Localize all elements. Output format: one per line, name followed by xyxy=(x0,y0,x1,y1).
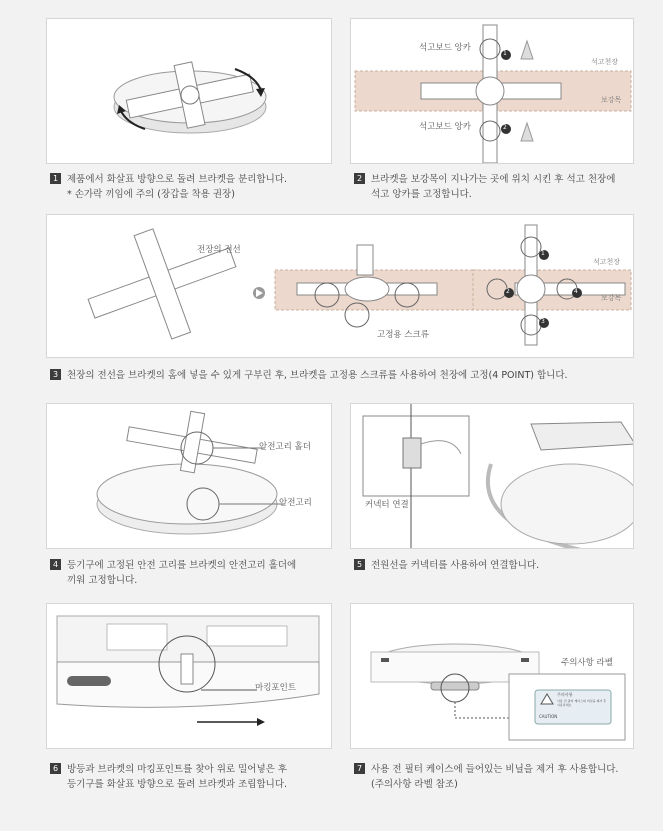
badge-3-2: 2 xyxy=(506,288,510,295)
step6-caption xyxy=(50,762,340,792)
step2-text: 브라켓을 보강목이 지나가는 곳에 위치 시킨 후 석고 천장에 xyxy=(371,174,616,185)
wood-label-3: 보강목 xyxy=(601,294,622,302)
step4-text-2: 끼워 고정합니다. xyxy=(67,575,138,586)
step5-caption xyxy=(354,558,644,573)
step4-illustration xyxy=(46,403,332,549)
wood-label: 보강목 xyxy=(601,96,622,104)
step6-text: 방등과 브라켓의 마킹포인트를 찾아 위로 밀어넣은 후 xyxy=(67,764,288,775)
screw-label: 고정용 스크류 xyxy=(377,330,429,340)
marking-label: 마킹포인트 xyxy=(255,683,297,693)
step3-illustration xyxy=(46,214,634,358)
ring-label: 안전고리 xyxy=(279,498,312,508)
sticker-title: 주의사항 xyxy=(557,692,573,697)
step7-illustration xyxy=(350,603,634,749)
step1-text: 제품에서 화살표 방향으로 돌려 브라켓을 분리합니다. xyxy=(67,174,288,185)
sticker-body: 사용 전 필터 케이스의 비닐을 제거 후 사용하세요 xyxy=(557,699,607,707)
step3-caption xyxy=(50,368,640,383)
ceiling-label-3: 석고천장 xyxy=(593,258,621,266)
holder-label: 안전고리 홀더 xyxy=(259,442,311,452)
badge-1: 1 xyxy=(503,50,507,57)
step6-illustration xyxy=(46,603,332,749)
badge-3-4: 4 xyxy=(574,288,578,295)
sticker-warn: CAUTION xyxy=(539,714,558,719)
step1-caption xyxy=(50,172,340,202)
step5-number: 5 xyxy=(354,559,365,570)
step4-number: 4 xyxy=(50,559,61,570)
step7-text: 사용 전 필터 케이스에 들어있는 비닐을 제거 후 사용합니다. xyxy=(371,764,619,775)
step2-text-2: 석고 앙카를 고정합니다. xyxy=(371,189,472,200)
connector-drawing xyxy=(351,404,634,549)
step7-caption xyxy=(354,762,644,792)
step7-number: 7 xyxy=(354,763,365,774)
step2-caption xyxy=(354,172,644,202)
step4-caption xyxy=(50,558,340,588)
badge-3-1: 1 xyxy=(541,250,545,257)
step1-note: * 손가락 끼임에 주의 (장갑을 착용 권장) xyxy=(67,189,235,200)
connector-label: 커넥터 연결 xyxy=(365,500,409,510)
step4-text: 등기구에 고정된 안전 고리를 브라켓의 안전고리 홀더에 xyxy=(67,560,297,571)
step3-number: 3 xyxy=(50,369,61,380)
caution-label: 주의사항 라벨 xyxy=(561,658,613,668)
anchor-label-top: 석고보드 앙카 xyxy=(419,43,471,53)
step1-number: 1 xyxy=(50,173,61,184)
anchor-label-bottom: 석고보드 앙카 xyxy=(419,122,471,132)
wire-label: 전장의 전선 xyxy=(197,245,241,255)
ceiling-label: 석고천장 xyxy=(591,58,619,66)
marking-point-drawing xyxy=(47,604,332,749)
step1-illustration xyxy=(46,18,332,164)
step5-illustration xyxy=(350,403,634,549)
caution-label-drawing xyxy=(351,604,634,749)
step2-illustration xyxy=(350,18,634,164)
screw-drawing xyxy=(47,215,634,358)
anchor-drawing xyxy=(351,19,634,164)
step2-number: 2 xyxy=(354,173,365,184)
step5-text: 전원선을 커넥터를 사용하여 연결합니다. xyxy=(371,560,540,571)
step6-number: 6 xyxy=(50,763,61,774)
safety-hook-drawing xyxy=(47,404,332,549)
badge-3-3: 3 xyxy=(541,318,545,325)
step7-text-2: (주의사항 라벨 참조) xyxy=(371,779,458,790)
step6-text-2: 등기구를 화살표 방향으로 돌려 브라켓과 조립합니다. xyxy=(67,779,288,790)
badge-2: 2 xyxy=(503,124,507,131)
detach-bracket-drawing xyxy=(47,19,332,164)
step3-text: 천장의 전선을 브라켓의 홈에 넣을 수 있게 구부린 후, 브라켓을 고정용 스크류를 사용하여 천장에 고정(4 POINT) 합니다. xyxy=(67,370,568,381)
